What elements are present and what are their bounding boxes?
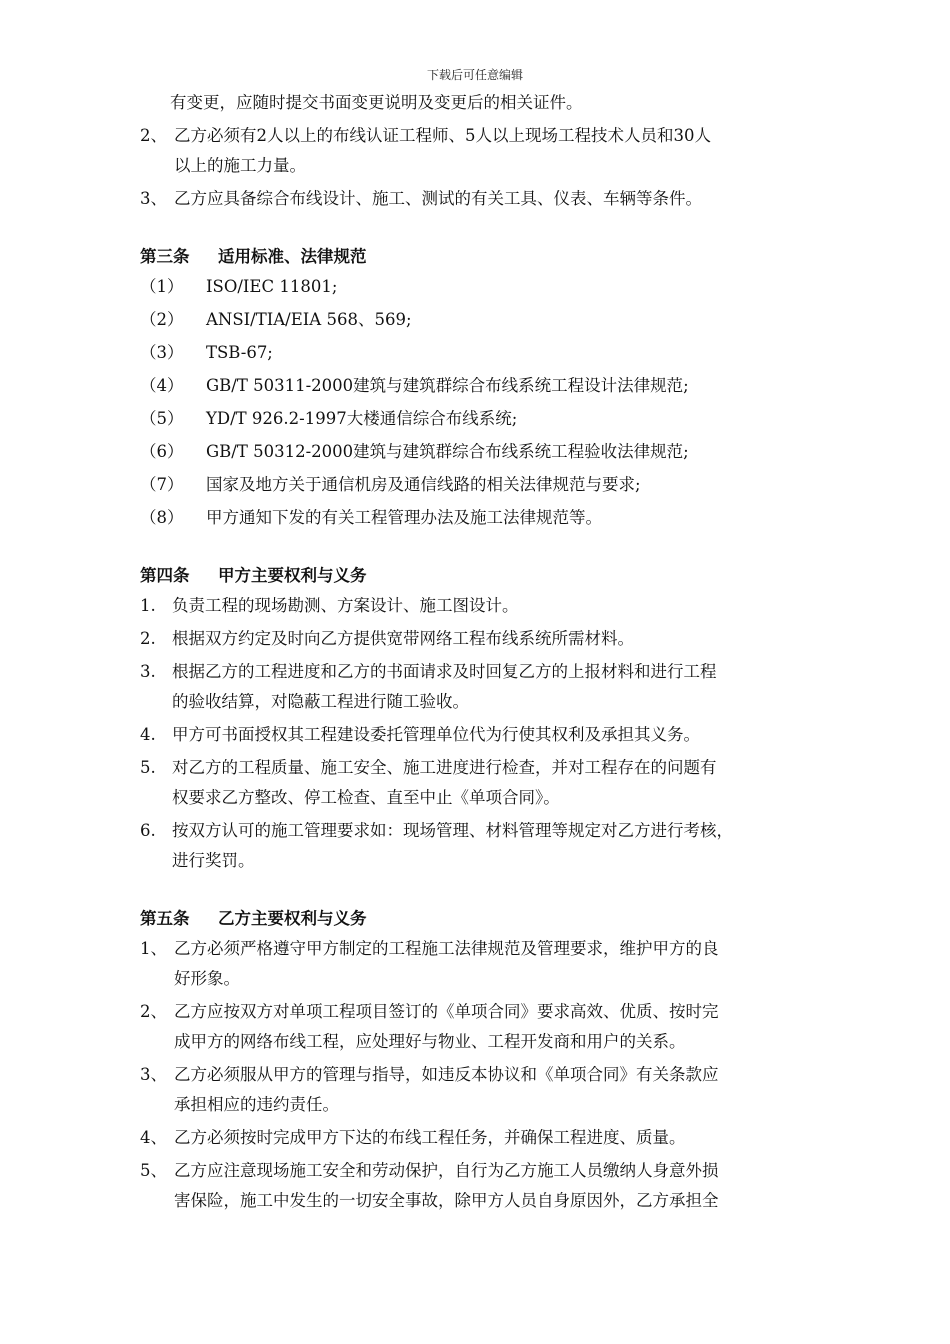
section4-number: 第四条 <box>140 566 190 585</box>
clause-line: 进行奖罚。 <box>172 851 255 870</box>
section5-heading <box>140 904 830 934</box>
standard-text: 国家及地方关于通信机房及通信线路的相关法律规范与要求; <box>206 475 641 494</box>
clause-number: 2. <box>140 629 156 648</box>
standard-text: TSB-67; <box>206 343 273 362</box>
standard-item <box>140 338 830 368</box>
document-body <box>140 88 830 1216</box>
standard-number: （3） <box>140 343 184 362</box>
clause-item <box>140 1156 830 1216</box>
clause-number: 1. <box>140 596 156 615</box>
clause-number: 5. <box>140 758 156 777</box>
clause-number: 4、 <box>140 1128 167 1147</box>
clause-line: 乙方必须按时完成甲方下达的布线工程任务，并确保工程进度、质量。 <box>174 1128 686 1147</box>
standard-item <box>140 503 830 533</box>
clause-line: 根据乙方的工程进度和乙方的书面请求及时回复乙方的上报材料和进行工程 <box>172 662 717 681</box>
section5-title: 乙方主要权利与义务 <box>218 909 367 928</box>
clause-line: 权要求乙方整改、停工检查、直至中止《单项合同》。 <box>172 788 560 807</box>
standard-text: GB/T 50311-2000建筑与建筑群综合布线系统工程设计法律规范; <box>206 376 689 395</box>
section4-title: 甲方主要权利与义务 <box>218 566 367 585</box>
standard-number: （4） <box>140 376 184 395</box>
intro-item-3 <box>140 184 830 214</box>
clause-item <box>140 816 830 876</box>
standard-item <box>140 305 830 335</box>
standard-text: YD/T 926.2-1997大楼通信综合布线系统; <box>206 409 518 428</box>
clause-line: 按双方认可的施工管理要求如：现场管理、材料管理等规定对乙方进行考核， <box>172 821 733 840</box>
standard-text: ANSI/TIA/EIA 568、569; <box>206 310 412 329</box>
intro-item-number: 3、 <box>140 189 167 208</box>
clause-item <box>140 1123 830 1153</box>
standard-item <box>140 272 830 302</box>
clause-item <box>140 1060 830 1120</box>
clause-item <box>140 624 830 654</box>
clause-line: 承担相应的违约责任。 <box>174 1095 339 1114</box>
clause-line: 乙方应按双方对单项工程项目签订的《单项合同》要求高效、优质、按时完 <box>174 1002 719 1021</box>
intro-continuation-line: 有变更，应随时提交书面变更说明及变更后的相关证件。 <box>170 93 583 112</box>
section3-title: 适用标准、法律规范 <box>218 247 367 266</box>
standard-number: （7） <box>140 475 184 494</box>
clause-item <box>140 753 830 813</box>
intro-item-line: 乙方必须有2人以上的布线认证工程师、5人以上现场工程技术人员和30人 <box>174 126 711 145</box>
standard-number: （5） <box>140 409 184 428</box>
clause-line: 成甲方的网络布线工程，应处理好与物业、工程开发商和用户的关系。 <box>174 1032 686 1051</box>
clause-line: 根据双方约定及时向乙方提供宽带网络工程布线系统所需材料。 <box>172 629 634 648</box>
section5-number: 第五条 <box>140 909 190 928</box>
standard-text: ISO/IEC 11801; <box>206 277 338 296</box>
standard-item <box>140 371 830 401</box>
clause-number: 1、 <box>140 939 167 958</box>
standard-number: （8） <box>140 508 184 527</box>
clause-line: 好形象。 <box>174 969 240 988</box>
clause-item <box>140 934 830 994</box>
section4-heading <box>140 561 830 591</box>
page-header: 下载后可任意编辑 <box>426 68 523 82</box>
clause-number: 3. <box>140 662 156 681</box>
intro-item-2 <box>140 121 830 181</box>
standard-item <box>140 437 830 467</box>
clause-item <box>140 657 830 717</box>
intro-item-line: 以上的施工力量。 <box>174 156 306 175</box>
clause-number: 2、 <box>140 1002 167 1021</box>
clause-number: 3、 <box>140 1065 167 1084</box>
clause-number: 4. <box>140 725 156 744</box>
standard-number: （6） <box>140 442 184 461</box>
clause-line: 害保险，施工中发生的一切安全事故，除甲方人员自身原因外，乙方承担全 <box>174 1191 719 1210</box>
clause-line: 对乙方的工程质量、施工安全、施工进度进行检查，并对工程存在的问题有 <box>172 758 717 777</box>
intro-item-number: 2、 <box>140 126 167 145</box>
clause-line: 的验收结算，对隐蔽工程进行随工验收。 <box>172 692 469 711</box>
section3-number: 第三条 <box>140 247 190 266</box>
clause-item <box>140 720 830 750</box>
clause-line: 甲方可书面授权其工程建设委托管理单位代为行使其权利及承担其义务。 <box>172 725 700 744</box>
standard-text: GB/T 50312-2000建筑与建筑群综合布线系统工程验收法律规范; <box>206 442 689 461</box>
clause-line: 乙方必须服从甲方的管理与指导，如违反本协议和《单项合同》有关条款应 <box>174 1065 719 1084</box>
clause-item <box>140 997 830 1057</box>
clause-line: 负责工程的现场勘测、方案设计、施工图设计。 <box>172 596 519 615</box>
standard-item <box>140 404 830 434</box>
clause-number: 6. <box>140 821 156 840</box>
standard-number: （1） <box>140 277 184 296</box>
standard-number: （2） <box>140 310 184 329</box>
section3-heading <box>140 242 830 272</box>
clause-number: 5、 <box>140 1161 167 1180</box>
clause-line: 乙方必须严格遵守甲方制定的工程施工法律规范及管理要求，维护甲方的良 <box>174 939 719 958</box>
clause-line: 乙方应注意现场施工安全和劳动保护，自行为乙方施工人员缴纳人身意外损 <box>174 1161 719 1180</box>
standard-item <box>140 470 830 500</box>
standard-text: 甲方通知下发的有关工程管理办法及施工法律规范等。 <box>206 508 602 527</box>
intro-item-line: 乙方应具备综合布线设计、施工、测试的有关工具、仪表、车辆等条件。 <box>174 189 702 208</box>
clause-item <box>140 591 830 621</box>
